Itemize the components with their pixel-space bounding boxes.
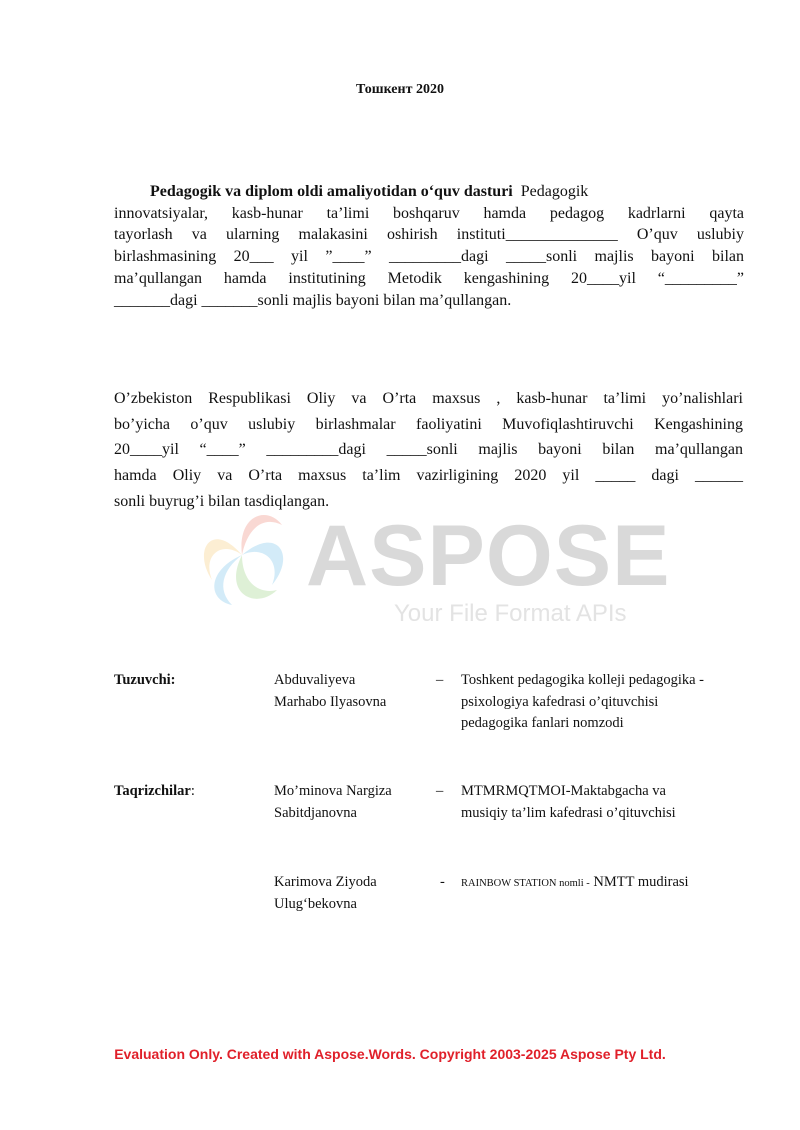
reviewer1-name-line-1: Mo’minova Nargiza (274, 783, 392, 799)
aspose-watermark (180, 500, 680, 640)
para1-line-1 (114, 181, 744, 203)
para2-line-1: O’zbekiston Respublikasi Oliy va O’rta maxsus , kasb-hunar ta’limi yo’nalishlari (114, 390, 743, 407)
watermark-brand: ASPOSE (306, 508, 671, 604)
compiler-description (461, 670, 751, 735)
reviewer1-dash: – (436, 783, 444, 799)
reviewer2-desc-small: RAINBOW STATION nomli - (461, 878, 590, 889)
reviewer2-name (274, 872, 434, 915)
aspose-swirl-logo-icon (182, 500, 302, 610)
reviewer2-name-line-2: Ulug‘bekovna (274, 895, 357, 912)
para1-line-6: _______dagi _______sonli majlis bayoni bilan ma’qullangan. (114, 291, 512, 309)
compiler-desc-line-1: Toshkent pedagogika kolleji pedagogika - (461, 672, 705, 688)
approval-paragraph-ministry (114, 386, 743, 515)
watermark-tagline: Your File Format APIs (394, 600, 627, 627)
evaluation-notice: Evaluation Only. Created with Aspose.Words. Copyright 2003-2025 Aspose Pty Ltd. (114, 1046, 666, 1062)
reviewer1-name-line-2: Sabitdjanovna (274, 804, 357, 821)
compiler-desc-line-2: psixologiya kafedrasi o’qituvchisi (461, 693, 659, 710)
approval-paragraph-institute (114, 181, 744, 311)
para2-line-2: bo’yicha o’quv uslubiy birlashmalar faoliyatini Muvofiqlashtiruvchi Kengashining (114, 415, 743, 433)
reviewer1-name (274, 781, 434, 824)
reviewer2-name-line-1: Karimova Ziyoda (274, 874, 377, 890)
compiler-name-line-2: Marhabo Ilyasovna (274, 693, 387, 710)
para1-line-2: innovatsiyalar, kasb-hunar ta’limi boshqaruv hamda pedagog kadrlarni qayta (114, 204, 744, 222)
para2-line-3: 20____yil “____” _________dagi _____sonli majlis bayoni bilan ma’qullangan (114, 441, 743, 459)
city-year-heading: Тошкент 2020 (356, 82, 444, 97)
reviewers-label-colon: : (190, 783, 195, 799)
compiler-label: Tuzuvchi: (114, 672, 176, 688)
compiler-name-line-1: Abduvaliyeva (274, 672, 356, 688)
reviewer1-description (461, 781, 751, 824)
reviewer1-desc-line-1: MTMRMQTMOI-Maktabgacha va (461, 783, 666, 799)
para1-line-4: birlashmasining 20___ yil ”____” _________dagi _____sonli majlis bayoni bilan (114, 248, 744, 266)
para1-line-3: tayorlash va ularning malakasini oshirish instituti______________ O’quv uslubiy (114, 226, 744, 244)
para1-line-5: ma’qullangan hamda institutining Metodik kengashining 20____yil “_________” (114, 269, 744, 287)
reviewer1-desc-line-2: musiqiy ta’lim kafedrasi o’qituvchisi (461, 804, 676, 821)
program-title: Pedagogik va diplom oldi amaliyotidan o‘quv dasturi (150, 183, 513, 200)
compiler-desc-line-3: pedagogika fanlari nomzodi (461, 715, 624, 731)
para2-line-5: sonli buyrug’i bilan tasdiqlangan. (114, 492, 330, 510)
reviewers-label-text: Taqrizchilar (114, 783, 191, 799)
reviewer2-description (461, 872, 751, 895)
para2-line-4: hamda Oliy va O’rta maxsus ta’lim vazirligining 2020 yil _____ dagi ______ (114, 467, 743, 485)
para1-line-1-rest: Pedagogik (520, 183, 589, 200)
compiler-dash: – (436, 672, 444, 688)
reviewer2-dash: - (440, 874, 445, 890)
compiler-name (274, 670, 434, 713)
reviewers-label (114, 781, 195, 803)
reviewer2-desc-rest: NMTT mudirasi (589, 874, 689, 890)
